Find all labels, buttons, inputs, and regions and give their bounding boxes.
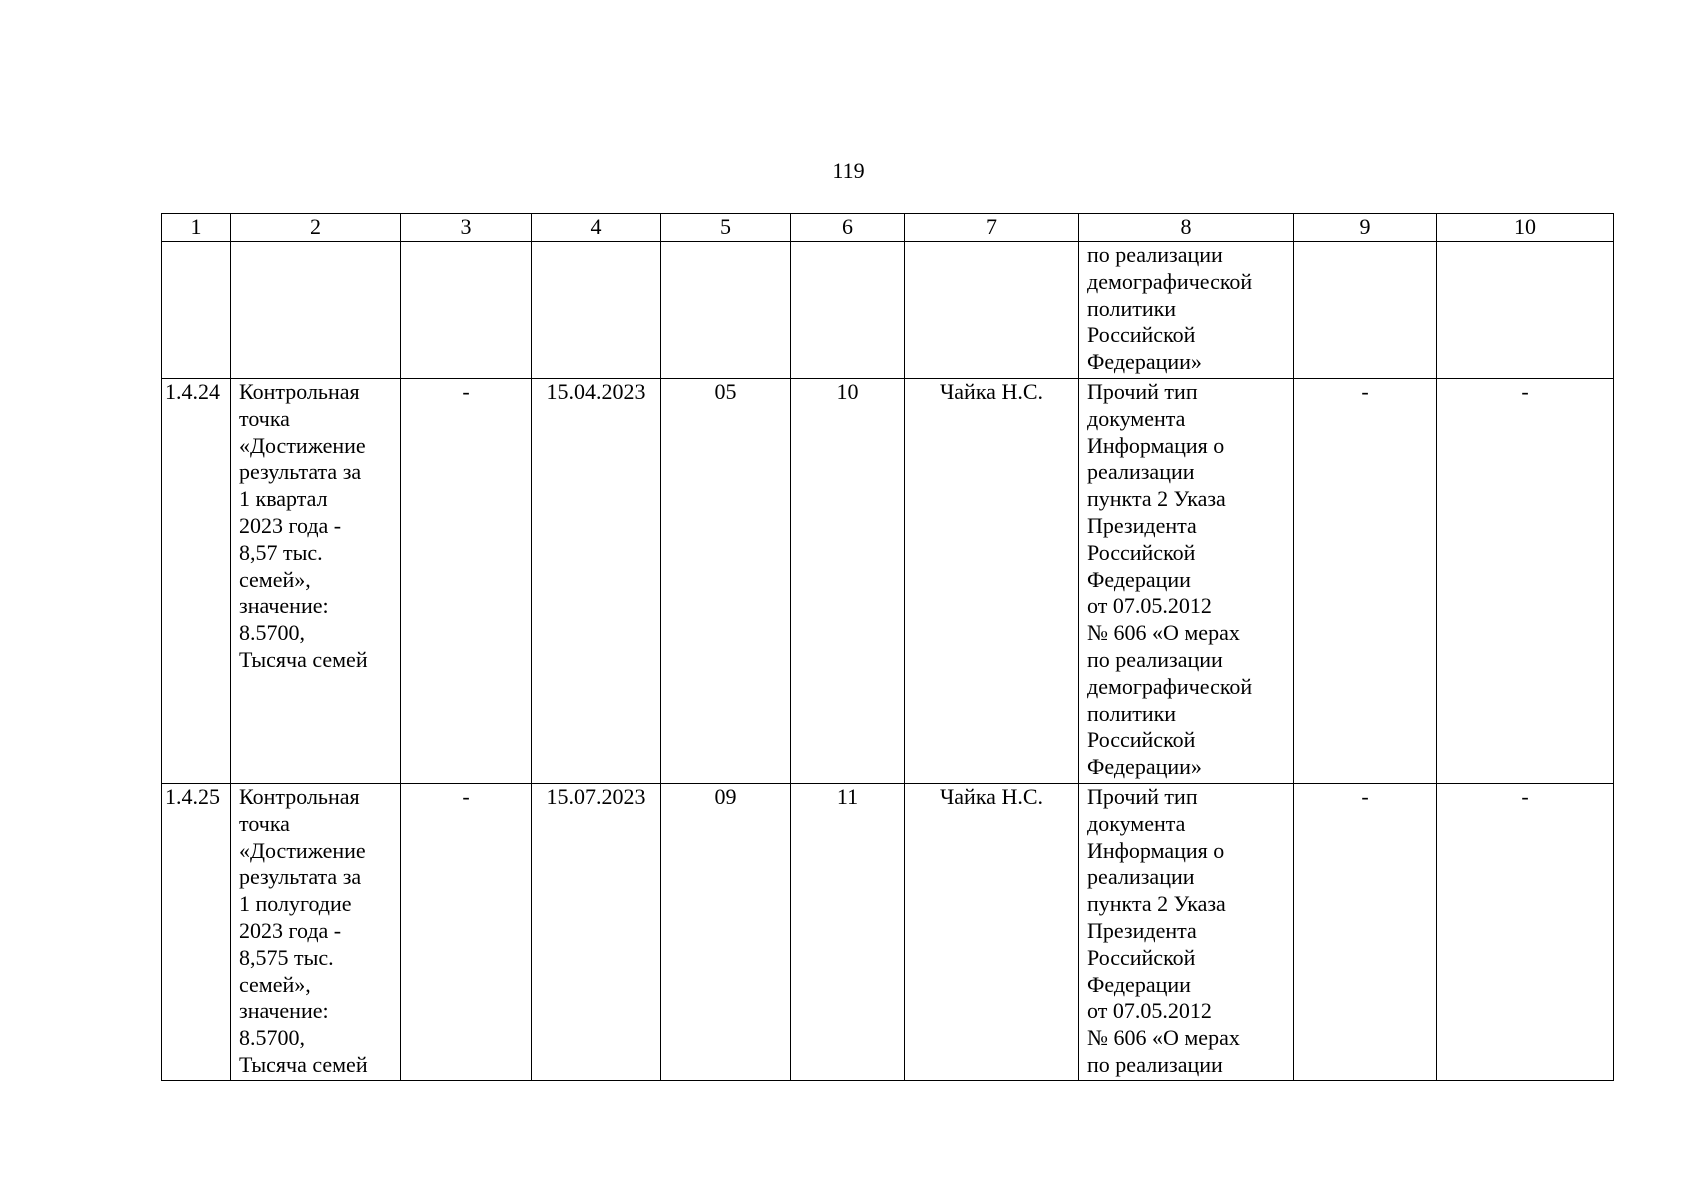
col5-cell: 09 [661,784,791,1081]
table-row [162,379,1614,784]
col6-cell: 11 [791,784,905,1081]
empty-cell [401,242,532,379]
header-cell: 5 [661,214,791,242]
header-cell: 1 [162,214,231,242]
col3-cell: - [401,379,532,784]
col6-cell: 10 [791,379,905,784]
document-cell: Прочий тип документа Информация о реализации пункта 2 Указа Президента Российской Федерации от 07.05.2012 № 606 «О мерах по реализации [1079,784,1294,1081]
col9-cell: - [1294,379,1437,784]
col10-cell: - [1437,379,1614,784]
responsible-cell: Чайка Н.С. [905,784,1079,1081]
empty-cell [1437,242,1614,379]
empty-cell [532,242,661,379]
control-point-title: Контрольная точка «Достижение результата за 1 квартал 2023 года - 8,57 тыс. семей», значение: 8.5700, Тысяча семей [231,379,401,784]
header-cell: 10 [1437,214,1614,242]
header-cell: 8 [1079,214,1294,242]
empty-cell [231,242,401,379]
col5-cell: 05 [661,379,791,784]
empty-cell [661,242,791,379]
row-number: 1.4.25 [162,784,231,1081]
col3-cell: - [401,784,532,1081]
header-cell: 4 [532,214,661,242]
header-cell: 9 [1294,214,1437,242]
col10-cell: - [1437,784,1614,1081]
header-cell: 7 [905,214,1079,242]
control-point-title: Контрольная точка «Достижение результата за 1 полугодие 2023 года - 8,575 тыс. семей», значение: 8.5700, Тысяча семей [231,784,401,1081]
header-cell: 2 [231,214,401,242]
header-cell: 6 [791,214,905,242]
document-cell: по реализации демографической политики Российской Федерации» [1079,242,1294,379]
page-number: 119 [832,158,865,183]
header-cell: 3 [401,214,532,242]
plan-table [161,213,1614,1081]
empty-cell [1294,242,1437,379]
row-number: 1.4.24 [162,379,231,784]
table-row-continuation [162,242,1614,379]
empty-cell [905,242,1079,379]
responsible-cell: Чайка Н.С. [905,379,1079,784]
table-row [162,784,1614,1081]
date-cell: 15.04.2023 [532,379,661,784]
date-cell: 15.07.2023 [532,784,661,1081]
col9-cell: - [1294,784,1437,1081]
document-cell: Прочий тип документа Информация о реализации пункта 2 Указа Президента Российской Федерации от 07.05.2012 № 606 «О мерах по реализации демографической политики Российской Федерации» [1079,379,1294,784]
empty-cell [791,242,905,379]
empty-cell [162,242,231,379]
table-header-row [162,214,1614,242]
